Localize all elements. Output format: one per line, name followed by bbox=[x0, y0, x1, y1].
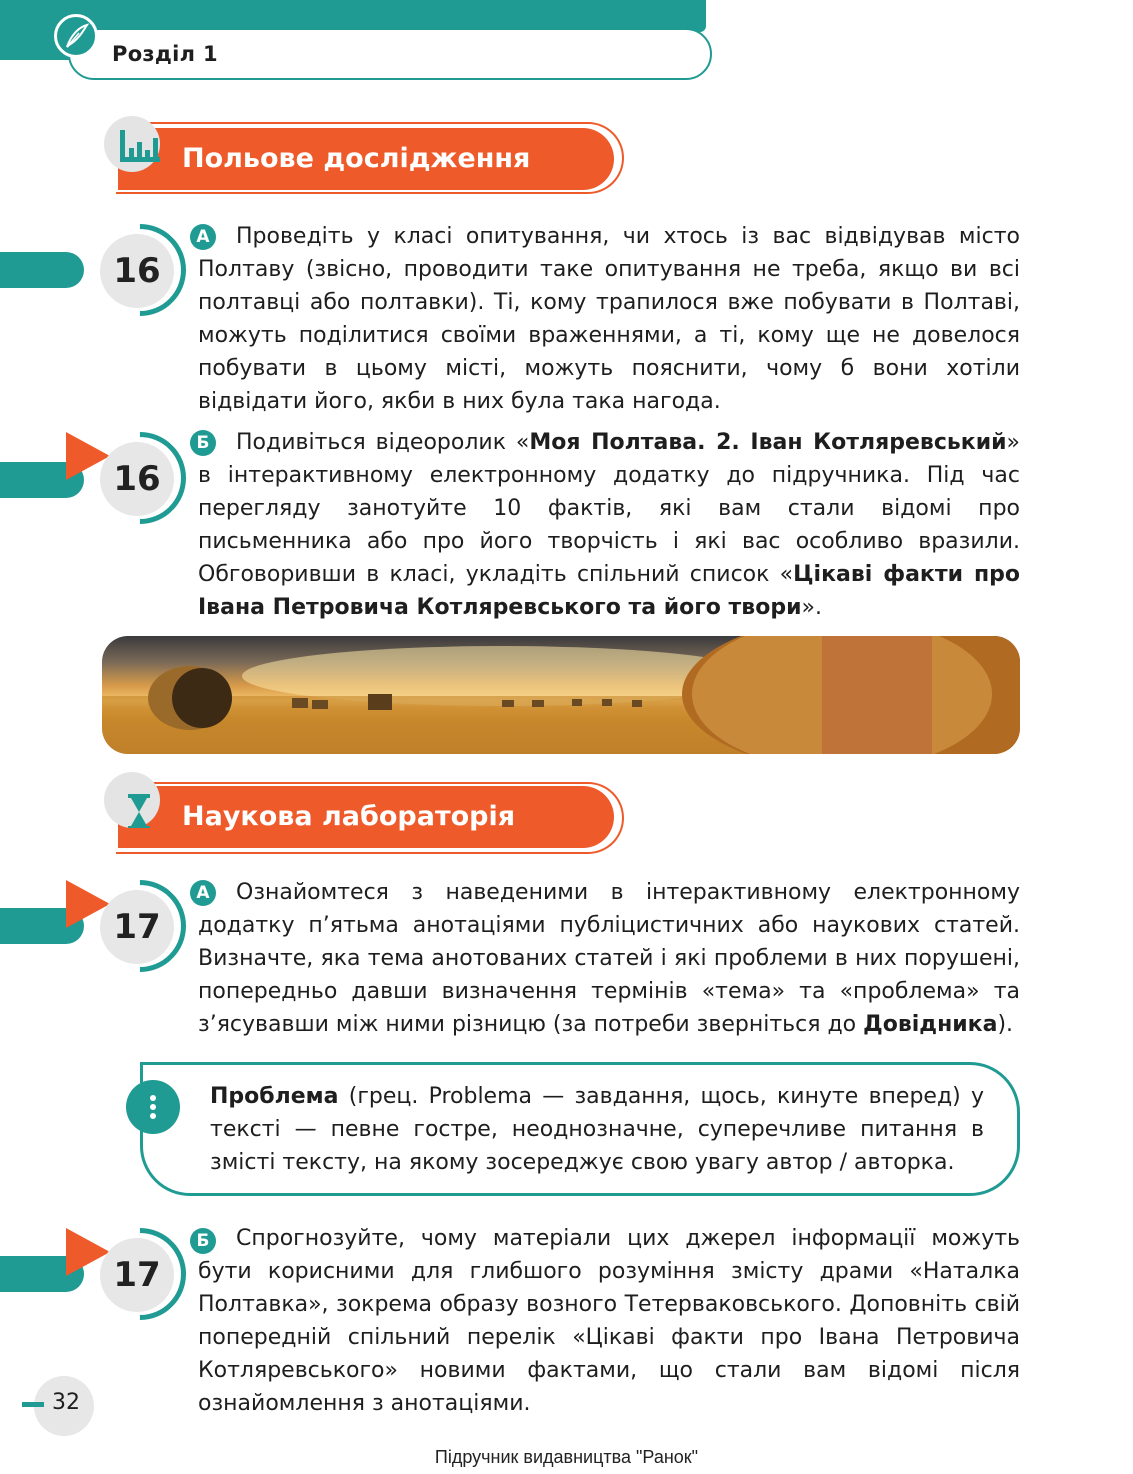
task-number: 17 bbox=[100, 1238, 174, 1312]
definition-text: Проблема (грец. Problema — завдання, щось, кинуте вперед) у тексті — певне гостре, неоднозначне, суперечливе питання в змісті тексту, на якому зосереджує свою увагу автор / авторка. bbox=[210, 1084, 984, 1175]
section-title-science-lab: Наукова лабораторія bbox=[118, 786, 614, 848]
task-number: 16 bbox=[100, 234, 174, 308]
task-marker-bar bbox=[0, 252, 84, 288]
task-letter-badge: А bbox=[190, 224, 216, 250]
publisher-footer: Підручник видавництва "Ранок" bbox=[434, 1447, 699, 1467]
chapter-title: Розділ 1 bbox=[112, 42, 218, 66]
task-16b-text: Подивіться відеоролик «Моя Полтава. 2. Іван Котляревський» в інтерактивному електронному додатку до підручника. Під час перегляду занотуйте 10 фактів, які вам стали відомі про письменника або про його творчість і які вас особливо вразили. Обговоривши в класі, укладіть спільний список «Цікаві факти про Івана Петровича Котляревського та його твори». bbox=[198, 430, 1021, 620]
task-letter-badge: Б bbox=[190, 1228, 216, 1254]
task-letter-badge: А bbox=[190, 880, 216, 906]
hourglass-icon bbox=[104, 772, 160, 828]
task-letter-badge: Б bbox=[190, 430, 216, 456]
bar-chart-icon bbox=[104, 116, 160, 172]
task-16a-text: Проведіть у класі опитування, чи хтось із вас відвідував місто Полтаву (звісно, проводити таке опитування не треба, якщо ви всі полтавці або полтавки). Ті, кому трапилося вже побувати в Полтаві, можуть поділитися своїми враженнями, а ті, кому ще не довелося побувати в цьому місті, можуть пояснити, чому б вони хотіли відвідати його, якби в них була така нагода. bbox=[198, 224, 1020, 414]
task-17a-text: Ознайомтеся з наведеними в інтерактивному електронному додатку п’ятьма анотаціями публіцистичних або наукових статей. Визначте, яка тема анотованих статей і які проблеми в них порушені, попередньо давши визначення термінів «тема» та «проблема» та з’ясувавши між ними різницю (за потреби зверніться до Довідника). bbox=[198, 880, 1020, 1037]
task-17b-text: Спрогнозуйте, чому матеріали цих джерел інформації можуть бути корисними для глибшого розуміння змісту драми «Наталка Полтавка», зокрема образу возного Тетерваковського. Доповніть свій попередній спільний перелік «Цікаві факти про Івана Петровича Котляревського» новими фактами, що стали вам відомі після ознайомлення з анотаціями. bbox=[198, 1226, 1020, 1416]
section-title-field-research: Польове дослідження bbox=[118, 128, 614, 190]
page-number-dash bbox=[22, 1402, 44, 1407]
question-icon bbox=[126, 1080, 180, 1134]
task-number: 16 bbox=[100, 442, 174, 516]
feather-logo-icon bbox=[54, 14, 98, 58]
task-number: 17 bbox=[100, 890, 174, 964]
page-number: 32 bbox=[52, 1390, 80, 1415]
hay-bales-photo bbox=[102, 636, 1020, 754]
